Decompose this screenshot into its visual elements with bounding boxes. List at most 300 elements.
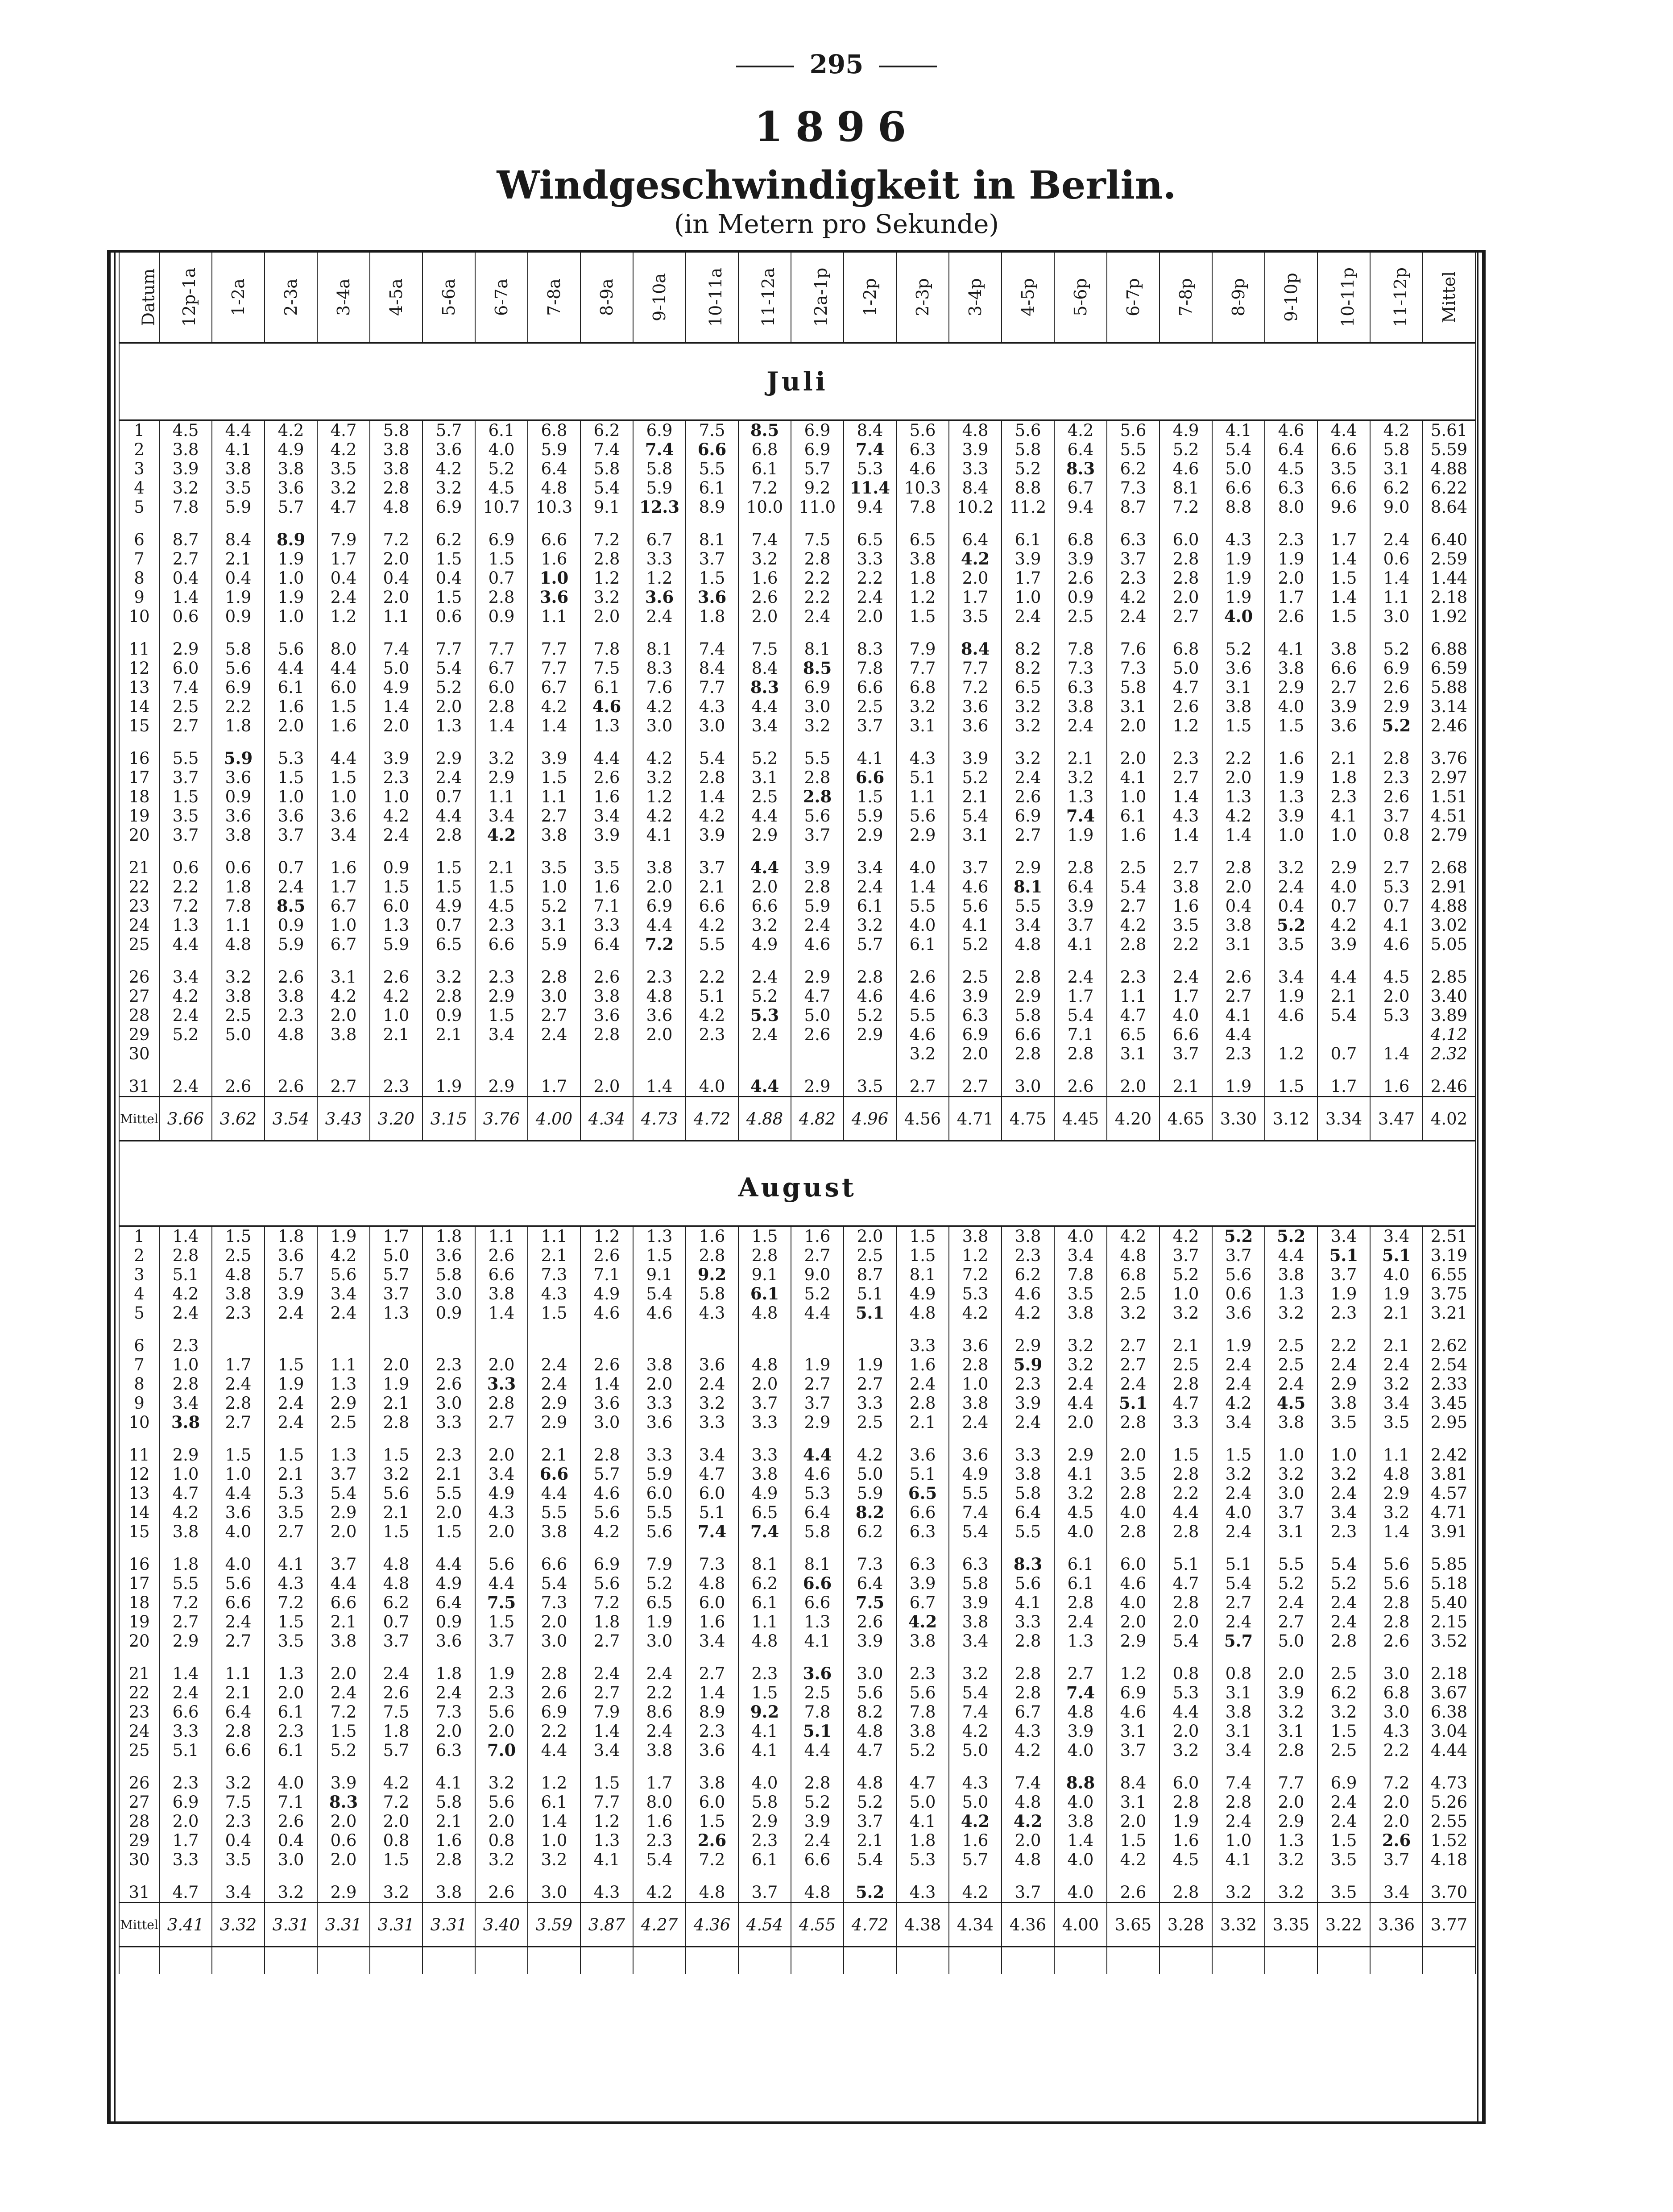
tail-cell: [159, 1947, 212, 1975]
value-cell: 6.9: [1317, 1760, 1370, 1793]
value-cell: 3.6: [265, 478, 317, 498]
value-cell: 2.8: [1160, 569, 1212, 588]
value-cell: 3.7: [1212, 1246, 1265, 1265]
date-cell: 11: [119, 1432, 159, 1465]
value-cell: 9.2: [791, 478, 844, 498]
value-cell: 4.7: [686, 1465, 738, 1484]
value-cell: 2.4: [1054, 1374, 1107, 1394]
value-cell: 3.8: [738, 1465, 791, 1484]
value-cell: 4.1: [1212, 1006, 1265, 1025]
value-cell: 6.0: [686, 1593, 738, 1612]
value-cell: 1.5: [317, 768, 370, 787]
value-cell: 4.0: [1054, 1850, 1107, 1869]
value-cell: 1.5: [633, 1246, 686, 1265]
value-cell: 3.0: [633, 1631, 686, 1651]
value-cell: 4.5: [475, 896, 528, 916]
value-cell: 2.1: [686, 877, 738, 896]
value-cell: 2.4: [1212, 1522, 1265, 1541]
value-cell: 1.4: [580, 1722, 633, 1741]
value-cell: 4.2: [1370, 420, 1423, 440]
value-cell: 2.0: [1265, 1651, 1317, 1683]
column-header-hour: [1317, 253, 1370, 343]
value-cell: 2.8: [791, 1760, 844, 1793]
value-cell: 7.3: [1107, 659, 1160, 678]
value-cell: 11.2: [1002, 498, 1054, 517]
value-cell: 8.6: [633, 1702, 686, 1722]
value-cell: 2.8: [791, 768, 844, 787]
value-cell: [686, 1323, 738, 1355]
value-cell: 5.2: [1370, 626, 1423, 659]
mean-row-value: 4.96: [844, 1097, 896, 1141]
value-cell: 4.0: [1212, 607, 1265, 626]
value-cell: 2.3: [212, 1303, 265, 1323]
value-cell: 5.9: [528, 935, 580, 954]
mean-row-value: 3.43: [317, 1097, 370, 1141]
value-cell: 6.2: [1317, 1683, 1370, 1702]
value-cell: 2.4: [265, 1413, 317, 1432]
value-cell: 4.4: [580, 735, 633, 768]
value-cell: 2.0: [1002, 1831, 1054, 1850]
value-cell: 7.6: [633, 678, 686, 697]
value-cell: 2.8: [1107, 935, 1160, 954]
value-cell: 8.4: [212, 517, 265, 549]
value-cell: 6.4: [1054, 440, 1107, 459]
value-cell: 2.9: [528, 1394, 580, 1413]
value-cell: 3.7: [844, 1812, 896, 1831]
column-header-hour: [1002, 253, 1054, 343]
value-cell: 5.6: [580, 1574, 633, 1593]
value-cell: 1.5: [370, 1522, 422, 1541]
value-cell: 2.8: [844, 954, 896, 987]
value-cell: 2.1: [1160, 1063, 1212, 1097]
value-cell: 0.4: [422, 569, 475, 588]
table-row: [119, 420, 1475, 440]
value-cell: 2.3: [159, 1760, 212, 1793]
value-cell: 5.6: [475, 1541, 528, 1574]
tail-cell: [738, 1947, 791, 1975]
value-cell: 4.2: [317, 440, 370, 459]
value-cell: 2.0: [370, 588, 422, 607]
tail-cell: [212, 1947, 265, 1975]
value-cell: 3.8: [1265, 659, 1317, 678]
value-cell: 2.5: [1317, 1741, 1370, 1760]
value-cell: 2.1: [1054, 735, 1107, 768]
value-cell: 2.4: [1054, 716, 1107, 735]
value-cell: 2.9: [791, 1063, 844, 1097]
value-cell: 2.7: [1160, 607, 1212, 626]
value-cell: 5.8: [738, 1793, 791, 1812]
mean-cell: 1.92: [1423, 607, 1475, 626]
value-cell: 3.7: [1054, 916, 1107, 935]
value-cell: 2.9: [1317, 845, 1370, 877]
value-cell: 3.1: [1212, 935, 1265, 954]
value-cell: 3.2: [738, 916, 791, 935]
table-row: [119, 1394, 1475, 1413]
value-cell: 3.4: [1265, 954, 1317, 987]
value-cell: 2.0: [633, 877, 686, 896]
mean-cell: 5.18: [1423, 1574, 1475, 1593]
value-cell: 1.2: [896, 588, 949, 607]
value-cell: 5.9: [844, 1484, 896, 1503]
value-cell: [422, 1323, 475, 1355]
value-cell: 5.4: [686, 735, 738, 768]
value-cell: 2.0: [1265, 569, 1317, 588]
value-cell: 2.4: [422, 768, 475, 787]
value-cell: 3.9: [896, 1574, 949, 1593]
value-cell: 7.1: [1054, 1025, 1107, 1044]
table-row: [119, 1522, 1475, 1541]
value-cell: 2.3: [738, 1831, 791, 1850]
date-cell: 2: [119, 1246, 159, 1265]
mean-cell: 3.76: [1423, 735, 1475, 768]
value-cell: 8.1: [686, 517, 738, 549]
value-cell: 2.1: [1370, 1303, 1423, 1323]
value-cell: 6.0: [633, 1484, 686, 1503]
value-cell: 6.1: [686, 478, 738, 498]
value-cell: 2.7: [949, 1063, 1002, 1097]
value-cell: 6.1: [896, 935, 949, 954]
value-cell: 2.8: [738, 1246, 791, 1265]
value-cell: 2.4: [791, 1831, 844, 1850]
value-cell: 2.8: [1212, 1793, 1265, 1812]
mean-cell: 3.91: [1423, 1522, 1475, 1541]
value-cell: 1.7: [159, 1831, 212, 1850]
date-cell: 9: [119, 588, 159, 607]
value-cell: 2.8: [791, 877, 844, 896]
mean-row-value: 4.36: [1002, 1903, 1054, 1947]
mean-cell: 3.14: [1423, 697, 1475, 716]
table-row: [119, 517, 1475, 549]
value-cell: 3.2: [1002, 697, 1054, 716]
value-cell: 6.3: [1054, 678, 1107, 697]
value-cell: 2.1: [212, 549, 265, 569]
value-cell: 3.8: [317, 1631, 370, 1651]
value-cell: 2.9: [159, 626, 212, 659]
value-cell: 1.6: [738, 569, 791, 588]
value-cell: 6.3: [896, 440, 949, 459]
value-cell: 4.0: [686, 1063, 738, 1097]
value-cell: 2.4: [791, 916, 844, 935]
mean-row-overall: 4.02: [1423, 1097, 1475, 1141]
value-cell: 1.9: [844, 1355, 896, 1374]
value-cell: 2.2: [791, 569, 844, 588]
value-cell: 8.4: [686, 659, 738, 678]
value-cell: 6.2: [1370, 478, 1423, 498]
value-cell: 7.0: [475, 1741, 528, 1760]
value-cell: 3.2: [686, 1394, 738, 1413]
value-cell: 5.2: [1265, 1574, 1317, 1593]
column-header-hour: [1054, 253, 1107, 343]
value-cell: 2.0: [1370, 987, 1423, 1006]
value-cell: 5.4: [317, 1484, 370, 1503]
table-row: [119, 1374, 1475, 1394]
column-header-hour-label: 9-10a: [650, 273, 669, 322]
value-cell: 2.8: [422, 1850, 475, 1869]
value-cell: 2.0: [159, 1812, 212, 1831]
value-cell: 2.9: [1054, 1432, 1107, 1465]
value-cell: 0.6: [317, 1831, 370, 1850]
month-heading: August: [119, 1150, 1475, 1226]
year-heading: 1896: [754, 103, 919, 151]
value-cell: 4.2: [1107, 1226, 1160, 1246]
value-cell: 2.7: [159, 1612, 212, 1631]
value-cell: 6.2: [1002, 1265, 1054, 1284]
value-cell: 1.4: [580, 1374, 633, 1394]
value-cell: 1.7: [317, 549, 370, 569]
date-cell: 13: [119, 1484, 159, 1503]
value-cell: 1.6: [317, 716, 370, 735]
value-cell: 3.2: [212, 1760, 265, 1793]
value-cell: 6.9: [633, 420, 686, 440]
value-cell: 3.2: [949, 1651, 1002, 1683]
value-cell: 2.3: [686, 1722, 738, 1741]
date-cell: 7: [119, 1355, 159, 1374]
value-cell: 3.2: [422, 478, 475, 498]
value-cell: 2.8: [1107, 1522, 1160, 1541]
value-cell: 2.4: [1002, 768, 1054, 787]
value-cell: 2.5: [317, 1413, 370, 1432]
value-cell: 3.3: [633, 1394, 686, 1413]
value-cell: 5.3: [738, 1006, 791, 1025]
value-cell: 7.7: [949, 659, 1002, 678]
value-cell: 6.1: [1002, 517, 1054, 549]
value-cell: 3.5: [580, 845, 633, 877]
mean-cell: 5.88: [1423, 678, 1475, 697]
table-row: [119, 678, 1475, 697]
value-cell: 6.2: [844, 1522, 896, 1541]
value-cell: 2.8: [1160, 549, 1212, 569]
value-cell: 5.6: [1107, 420, 1160, 440]
value-cell: 1.5: [580, 1760, 633, 1793]
value-cell: 3.0: [791, 697, 844, 716]
value-cell: 6.6: [791, 1574, 844, 1593]
value-cell: 3.8: [422, 1869, 475, 1903]
value-cell: 4.2: [844, 1432, 896, 1465]
value-cell: 4.4: [528, 1741, 580, 1760]
value-cell: 5.1: [844, 1284, 896, 1303]
value-cell: 4.4: [1317, 954, 1370, 987]
mean-row-value: 3.62: [212, 1097, 265, 1141]
value-cell: [317, 1044, 370, 1063]
value-cell: 9.1: [738, 1265, 791, 1284]
value-cell: 5.1: [1160, 1541, 1212, 1574]
value-cell: 6.9: [1002, 806, 1054, 826]
value-cell: 5.5: [1002, 1522, 1054, 1541]
value-cell: 4.8: [844, 1760, 896, 1793]
value-cell: 7.7: [580, 1793, 633, 1812]
value-cell: [633, 1044, 686, 1063]
date-cell: 19: [119, 806, 159, 826]
value-cell: 3.6: [422, 1631, 475, 1651]
value-cell: 7.2: [686, 1850, 738, 1869]
value-cell: 3.4: [475, 1025, 528, 1044]
value-cell: 2.1: [1370, 1323, 1423, 1355]
tail-cell: [265, 1947, 317, 1975]
value-cell: 2.4: [633, 1722, 686, 1741]
value-cell: 2.3: [1317, 787, 1370, 806]
value-cell: 6.9: [791, 440, 844, 459]
value-cell: 2.7: [265, 1522, 317, 1541]
value-cell: 5.2: [475, 459, 528, 478]
mean-cell: 2.91: [1423, 877, 1475, 896]
value-cell: 2.0: [844, 1226, 896, 1246]
mean-cell: 3.04: [1423, 1722, 1475, 1741]
value-cell: 2.0: [528, 1612, 580, 1631]
value-cell: 7.8: [159, 498, 212, 517]
value-cell: 3.4: [1317, 1503, 1370, 1522]
value-cell: 1.5: [422, 588, 475, 607]
value-cell: 5.9: [212, 498, 265, 517]
value-cell: 5.2: [1212, 1226, 1265, 1246]
value-cell: 7.2: [1370, 1760, 1423, 1793]
value-cell: 3.9: [949, 735, 1002, 768]
table-row: [119, 1246, 1475, 1265]
column-header-hour-label: 9-10p: [1281, 273, 1301, 322]
value-cell: 7.2: [633, 935, 686, 954]
value-cell: 2.8: [1054, 845, 1107, 877]
value-cell: 4.8: [738, 1631, 791, 1651]
value-cell: 5.8: [580, 459, 633, 478]
value-cell: 4.3: [1160, 806, 1212, 826]
value-cell: 2.5: [1054, 607, 1107, 626]
value-cell: 2.8: [791, 787, 844, 806]
value-cell: 3.9: [1054, 549, 1107, 569]
mean-row-value: 3.35: [1265, 1903, 1317, 1947]
value-cell: 5.8: [212, 626, 265, 659]
value-cell: 1.1: [475, 787, 528, 806]
value-cell: 3.2: [159, 478, 212, 498]
value-cell: 3.0: [1370, 607, 1423, 626]
value-cell: 1.0: [265, 787, 317, 806]
value-cell: 6.7: [317, 935, 370, 954]
value-cell: 3.4: [1212, 1413, 1265, 1432]
value-cell: 3.4: [1317, 1226, 1370, 1246]
value-cell: 2.0: [1212, 877, 1265, 896]
mean-row-value: 3.28: [1160, 1903, 1212, 1947]
value-cell: 8.9: [686, 498, 738, 517]
mean-cell: 3.21: [1423, 1303, 1475, 1323]
value-cell: 1.4: [1160, 787, 1212, 806]
value-cell: 3.0: [1370, 1702, 1423, 1722]
value-cell: 2.9: [1002, 987, 1054, 1006]
value-cell: 1.9: [1054, 826, 1107, 845]
table-row: [119, 1265, 1475, 1284]
value-cell: 2.4: [1212, 1812, 1265, 1831]
value-cell: 2.8: [1054, 1044, 1107, 1063]
value-cell: 4.6: [1107, 1574, 1160, 1593]
value-cell: 3.5: [949, 607, 1002, 626]
value-cell: [212, 1044, 265, 1063]
value-cell: 2.8: [212, 1722, 265, 1741]
value-cell: 2.4: [1317, 1593, 1370, 1612]
value-cell: 3.8: [633, 1355, 686, 1374]
value-cell: 8.2: [1002, 659, 1054, 678]
value-cell: 4.0: [1160, 1006, 1212, 1025]
value-cell: 4.4: [212, 420, 265, 440]
value-cell: 1.5: [738, 1226, 791, 1246]
value-cell: [580, 1323, 633, 1355]
value-cell: 3.7: [791, 1394, 844, 1413]
value-cell: 6.3: [949, 1541, 1002, 1574]
value-cell: 0.4: [317, 569, 370, 588]
value-cell: 2.3: [686, 1025, 738, 1044]
value-cell: 5.4: [422, 659, 475, 678]
value-cell: 5.3: [844, 459, 896, 478]
value-cell: 4.2: [949, 1303, 1002, 1323]
value-cell: 4.0: [896, 916, 949, 935]
value-cell: 1.0: [370, 1006, 422, 1025]
value-cell: 2.4: [686, 1374, 738, 1394]
value-cell: 2.4: [159, 1303, 212, 1323]
tail-cell: [1160, 1947, 1212, 1975]
value-cell: 4.7: [159, 1869, 212, 1903]
value-cell: 6.1: [580, 678, 633, 697]
value-cell: 7.4: [738, 1522, 791, 1541]
value-cell: 3.2: [1265, 845, 1317, 877]
value-cell: 5.2: [1317, 1574, 1370, 1593]
value-cell: [370, 1044, 422, 1063]
value-cell: 3.2: [370, 1465, 422, 1484]
mean-row-value: 3.36: [1370, 1903, 1423, 1947]
value-cell: 2.3: [265, 1722, 317, 1741]
column-header-hour: [212, 253, 265, 343]
value-cell: 3.2: [1265, 1702, 1317, 1722]
table-row: [119, 478, 1475, 498]
value-cell: 1.7: [1002, 569, 1054, 588]
value-cell: 0.9: [422, 1303, 475, 1323]
value-cell: 2.0: [370, 1355, 422, 1374]
mean-cell: 3.70: [1423, 1869, 1475, 1903]
value-cell: 2.0: [1160, 588, 1212, 607]
value-cell: 1.0: [949, 1374, 1002, 1394]
value-cell: 3.3: [1002, 1432, 1054, 1465]
value-cell: 1.4: [1212, 826, 1265, 845]
date-cell: 28: [119, 1006, 159, 1025]
value-cell: [791, 1323, 844, 1355]
value-cell: 4.4: [1160, 1503, 1212, 1522]
value-cell: 5.6: [1370, 1541, 1423, 1574]
value-cell: 4.1: [738, 1722, 791, 1741]
value-cell: 5.2: [844, 1869, 896, 1903]
value-cell: 2.1: [475, 845, 528, 877]
table-row: [119, 896, 1475, 916]
value-cell: 6.1: [844, 896, 896, 916]
value-cell: 7.2: [370, 517, 422, 549]
value-cell: 6.6: [317, 1593, 370, 1612]
table-row: [119, 1465, 1475, 1484]
value-cell: 4.0: [1054, 1793, 1107, 1812]
value-cell: 3.2: [633, 768, 686, 787]
mean-cell: 6.22: [1423, 478, 1475, 498]
tail-cell: [1107, 1947, 1160, 1975]
value-cell: 10.2: [949, 498, 1002, 517]
mean-cell: 5.26: [1423, 1793, 1475, 1812]
column-header-hour-label: 10-11a: [706, 267, 726, 327]
date-cell: 19: [119, 1612, 159, 1631]
value-cell: 2.7: [159, 716, 212, 735]
value-cell: 3.4: [844, 845, 896, 877]
value-cell: 3.7: [1370, 806, 1423, 826]
value-cell: 3.9: [1054, 896, 1107, 916]
value-cell: 3.4: [1370, 1226, 1423, 1246]
value-cell: 2.7: [1265, 1612, 1317, 1631]
value-cell: 4.2: [1212, 806, 1265, 826]
value-cell: 2.4: [1054, 954, 1107, 987]
value-cell: 1.0: [1212, 1831, 1265, 1850]
value-cell: 5.0: [949, 1741, 1002, 1760]
value-cell: 5.4: [1107, 877, 1160, 896]
value-cell: 2.1: [317, 1612, 370, 1631]
